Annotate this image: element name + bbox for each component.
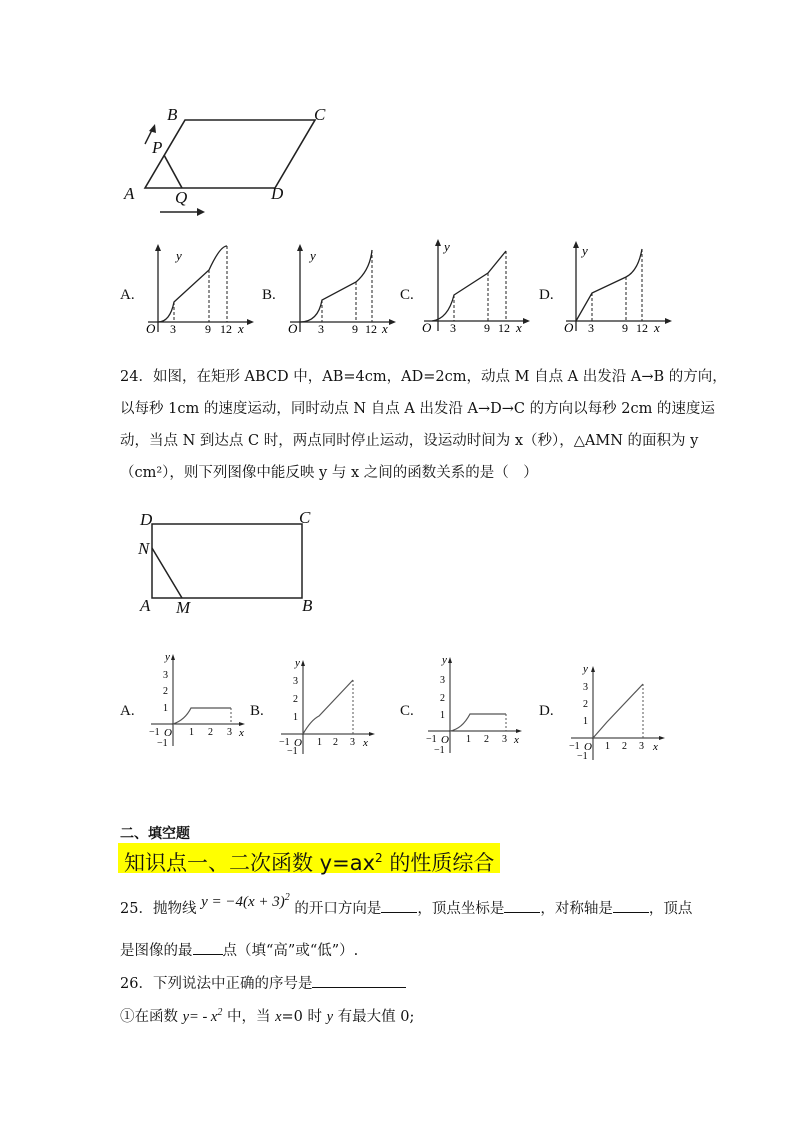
q23-label-D: D [271, 184, 284, 203]
q25-blank-2[interactable] [504, 898, 540, 913]
q24A-ytick-1: 1 [163, 703, 168, 714]
q23-label-A: A [124, 184, 135, 203]
q24-option-C-graph [422, 651, 527, 756]
q23B-x-label: x [382, 321, 388, 335]
q25-line-2 [120, 940, 358, 961]
q24B-origin: O [294, 737, 302, 749]
q24D-ytick-2: 2 [583, 699, 588, 710]
q24B-xtick-m1: −1 [279, 737, 290, 748]
q24-line-2: 以每秒 1cm 的速度运动，同时动点 N 自点 A 出发沿 A→D→C 的方向以每秒 2cm 的速度运 [120, 401, 715, 417]
q26-item-1 [120, 1003, 414, 1027]
q24-option-A-graph [145, 648, 250, 750]
q24A-xtick-3: 3 [227, 727, 232, 738]
q24B-xtick-3: 3 [350, 737, 355, 748]
q23C-x-label: x [516, 320, 522, 335]
q26-item1-end: 有最大值 0; [333, 1008, 415, 1025]
q23A-tick-3: 3 [170, 322, 176, 335]
q23B-origin: O [288, 321, 298, 335]
q26-line-1 [120, 973, 406, 994]
q25-line2-start: 是图像的最 [120, 943, 193, 959]
q25-line2-end: 点（填“高”或“低”）. [222, 943, 359, 959]
q26-item1-fn-text: y= - x [182, 1008, 218, 1025]
q23C-tick-9: 9 [484, 321, 490, 335]
q25-formula-main: y = −4(x + 3) [201, 894, 285, 910]
q26-text: 26．下列说法中正确的序号是 [120, 976, 313, 992]
q26-blank[interactable] [312, 973, 406, 988]
q24A-xtick-1: 1 [189, 727, 194, 738]
q24C-ytick-2: 2 [440, 693, 445, 704]
q24D-ytick-3: 3 [583, 682, 588, 693]
q24C-xtick-1: 1 [466, 734, 471, 745]
q23-option-A-graph [142, 240, 257, 335]
q24-label-C: C [299, 508, 311, 527]
q23C-y-label: y [444, 239, 450, 254]
q24D-x-label: x [653, 741, 658, 753]
q23-option-C-graph [418, 235, 533, 335]
q25-formula [201, 894, 290, 910]
q25-blank-3[interactable] [613, 898, 649, 913]
q24B-ytick-1: 1 [293, 712, 298, 723]
q24D-ytick-m1: −1 [577, 751, 588, 762]
q24A-origin: O [164, 727, 172, 739]
q24B-x-label: x [363, 737, 368, 749]
q24-option-D-label: D. [539, 703, 554, 719]
q23-label-P: P [152, 138, 163, 157]
q24A-ytick-2: 2 [163, 686, 168, 697]
q24-label-N: N [138, 539, 150, 558]
q23B-y-label: y [310, 248, 316, 263]
q24C-xtick-m1: −1 [426, 734, 437, 745]
q23A-tick-9: 9 [205, 322, 211, 335]
q23-label-B: B [167, 105, 178, 124]
q23B-tick-12: 12 [365, 322, 377, 335]
q24B-ytick-m1: −1 [287, 746, 298, 756]
q24-label-A: A [140, 596, 151, 615]
q23A-x-label: x [238, 321, 244, 335]
q24C-ytick-1: 1 [440, 710, 445, 721]
q24D-origin: O [584, 741, 592, 753]
q25-blank-1[interactable] [381, 898, 417, 913]
q24-option-A-label: A. [120, 703, 135, 719]
q25-part3: ，对称轴是 [540, 901, 613, 917]
q23A-origin: O [146, 321, 156, 335]
q23A-tick-12: 12 [220, 322, 232, 335]
q23B-tick-3: 3 [318, 322, 324, 335]
q24C-xtick-2: 2 [484, 734, 489, 745]
q24-line-4: （cm²），则下列图像中能反映 y 与 x 之间的函数关系的是（ ） [120, 465, 538, 481]
q24A-xtick-2: 2 [208, 727, 213, 738]
q24B-xtick-1: 1 [317, 737, 322, 748]
q23-option-C-label: C. [400, 287, 414, 303]
q24D-xtick-1: 1 [605, 741, 610, 752]
q24-option-C-label: C. [400, 703, 414, 719]
q23-option-D-label: D. [539, 287, 554, 303]
q23D-tick-3: 3 [588, 321, 594, 335]
q23B-tick-9: 9 [352, 322, 358, 335]
q24A-x-label: x [239, 727, 244, 739]
q25-part4: ，顶点 [648, 901, 693, 917]
q24D-xtick-2: 2 [622, 741, 627, 752]
q24C-ytick-m1: −1 [434, 745, 445, 756]
q24D-ytick-1: 1 [583, 716, 588, 727]
q23D-x-label: x [654, 320, 660, 335]
q24B-ytick-3: 3 [293, 676, 298, 687]
q25-formula-sup: 2 [284, 892, 290, 903]
q24C-origin: O [441, 734, 449, 746]
q25-line-1 [120, 892, 693, 919]
q23D-origin: O [564, 320, 574, 335]
q25-part1: 的开口方向是 [294, 901, 382, 917]
q23D-y-label: y [582, 243, 588, 258]
q24-option-D-graph [565, 662, 670, 764]
q24D-xtick-3: 3 [639, 741, 644, 752]
banner-text-after: 的性质综合 [382, 851, 495, 875]
q23A-y-label: y [176, 248, 182, 263]
q25-prefix: 25．抛物线 [120, 901, 197, 917]
q23C-origin: O [422, 320, 432, 335]
q23-label-C: C [314, 105, 326, 124]
q24A-y-label: y [165, 651, 170, 663]
q24A-ytick-m1: −1 [157, 738, 168, 749]
q23D-tick-9: 9 [622, 321, 628, 335]
q26-item1-eq: =0 时 [281, 1008, 327, 1025]
q24-label-B: B [302, 596, 313, 615]
section-heading: 二、填空题 [120, 826, 190, 842]
q24-line-1: 24．如图，在矩形 ABCD 中，AB=4cm，AD=2cm，动点 M 自点 A 出发沿 A→B 的方向， [120, 369, 727, 385]
q24B-xtick-2: 2 [333, 737, 338, 748]
q24C-y-label: y [442, 654, 447, 666]
knowledge-banner [118, 843, 500, 873]
q25-part2: ，顶点坐标是 [417, 901, 505, 917]
q24C-ytick-3: 3 [440, 675, 445, 686]
q23-option-A-label: A. [120, 287, 135, 303]
q24-label-M: M [176, 598, 191, 617]
q23C-tick-12: 12 [498, 321, 510, 335]
q23-option-D-graph [560, 237, 675, 335]
q24A-xtick-m1: −1 [149, 727, 160, 738]
q24-figure [140, 510, 320, 620]
q26-item1-sup: 2 [217, 1007, 223, 1018]
q26-item1-pre: ①在函数 [120, 1008, 183, 1025]
q23C-tick-3: 3 [450, 321, 456, 335]
q24C-xtick-3: 3 [502, 734, 507, 745]
q23-option-B-label: B. [262, 287, 276, 303]
q24A-ytick-3: 3 [163, 670, 168, 681]
q26-item1-fn [183, 1009, 223, 1025]
q26-item1-cond: x [275, 1008, 282, 1025]
q23-figure [120, 100, 340, 225]
q24-label-D: D [140, 510, 153, 529]
q24-option-B-graph [275, 654, 380, 756]
q23D-tick-12: 12 [636, 321, 648, 335]
q24B-y-label: y [295, 657, 300, 669]
q24C-x-label: x [514, 734, 519, 746]
q26-item1-mid: 中，当 [222, 1008, 276, 1025]
banner-text-before: 知识点一、二次函数 y=ax [124, 851, 375, 875]
q23-label-Q: Q [175, 188, 188, 207]
q24D-xtick-m1: −1 [569, 741, 580, 752]
q25-blank-4[interactable] [193, 940, 223, 955]
q23-option-B-graph [284, 240, 399, 335]
q24D-y-label: y [583, 663, 588, 675]
banner-sup: 2 [375, 851, 383, 865]
q26-item1-y: y [326, 1008, 334, 1025]
q24B-ytick-2: 2 [293, 694, 298, 705]
q24-line-3: 动，当点 N 到达点 C 时，两点同时停止运动，设运动时间为 x（秒），△AMN 的面积为 y [120, 433, 699, 449]
q24-option-B-label: B. [250, 703, 264, 719]
